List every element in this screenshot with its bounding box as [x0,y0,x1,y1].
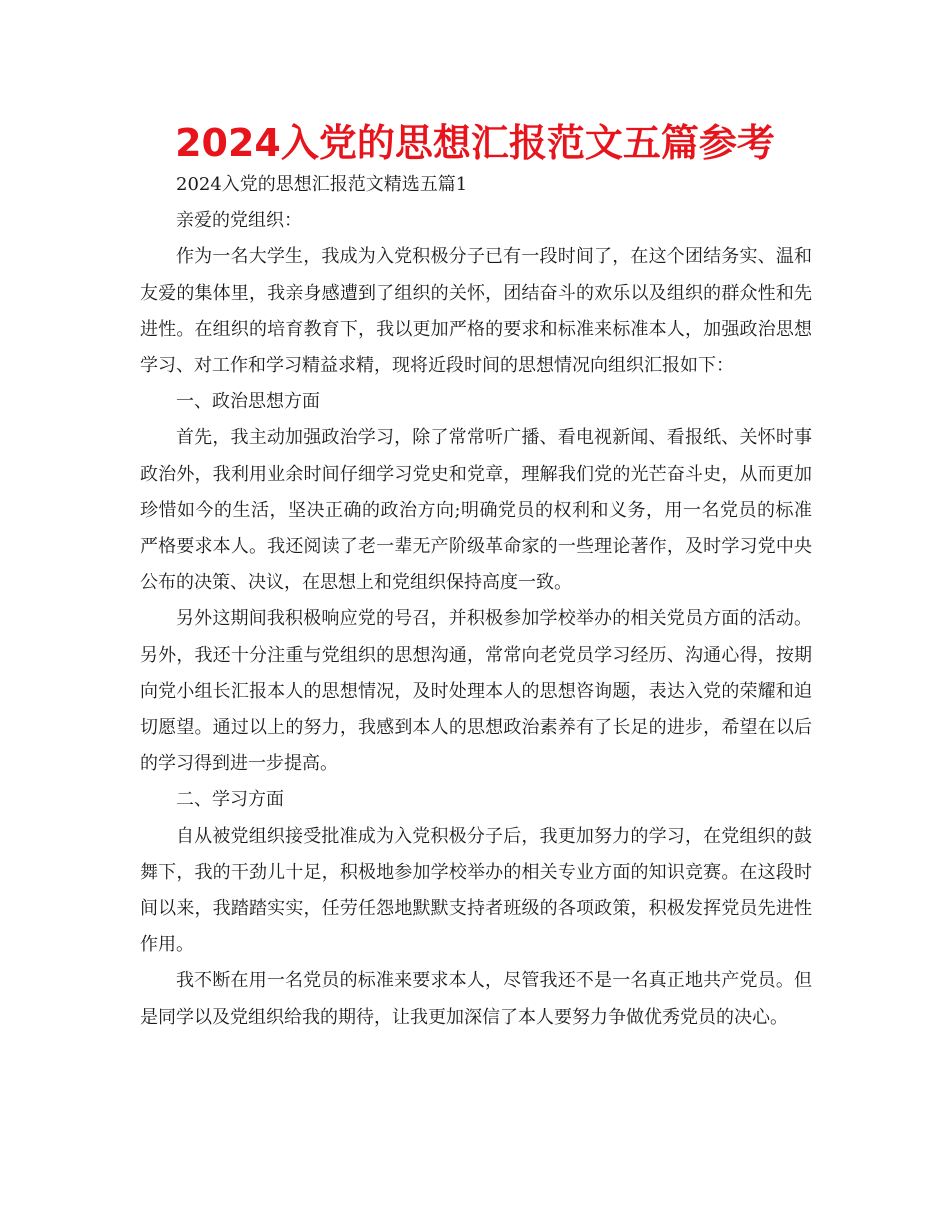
paragraph: 作为一名大学生，我成为入党积极分子已有一段时间了，在这个团结务实、温和友爱的集体里，我亲身感遭到了组织的关怀，团结奋斗的欢乐以及组织的群众性和先进性。在组织的培育教育下，我以更加严格的要求和标准来标准本人，加强政治思想学习、对工作和学习精益求精，现将近段时间的思想情况向组织汇报如下： [140,246,812,377]
document-title: 2024入党的思想汇报范文五篇参考 [175,121,775,165]
paragraph: 首先，我主动加强政治学习，除了常常听广播、看电视新闻、看报纸、关怀时事政治外，我利用业余时间仔细学习党史和党章，理解我们党的光芒奋斗史，从而更加珍惜如今的生活，坚决正确的政治方向;明确党员的权利和义务，用一名党员的标准严格要求本人。我还阅读了老一辈无产阶级革命家的一些理论著作，及时学习党中央公布的决策、决议，在思想上和党组织保持高度一致。 [140,427,812,594]
paragraph: 另外这期间我积极响应党的号召，并积极参加学校举办的相关党员方面的活动。另外，我还十分注重与党组织的思想沟通，常常向老党员学习经历、沟通心得，按期向党小组长汇报本人的思想情况，及时处理本人的思想咨询题，表达入党的荣耀和迫切愿望。通过以上的努力，我感到本人的思想政治素养有了长足的进步，希望在以后的学习得到进一步提高。 [140,608,812,775]
section-heading: 二、学习方面 [176,789,284,811]
section-heading: 一、政治思想方面 [176,391,320,413]
paragraph: 我不断在用一名党员的标准来要求本人，尽管我还不是一名真正地共产党员。但是同学以及党组织给我的期待，让我更加深信了本人要努力争做优秀党员的决心。 [140,970,812,1028]
salutation: 亲爱的党组织： [176,210,302,232]
paragraph: 自从被党组织接受批准成为入党积极分子后，我更加努力的学习，在党组织的鼓舞下，我的干劲儿十足，积极地参加学校举办的相关专业方面的知识竞赛。在这段时间以来，我踏踏实实，任劳任怨地默默支持者班级的各项政策，积极发挥党员先进性作用。 [140,825,812,956]
document-body [140,167,812,1036]
section-heading: 2024入党的思想汇报范文精选五篇1 [176,174,468,195]
